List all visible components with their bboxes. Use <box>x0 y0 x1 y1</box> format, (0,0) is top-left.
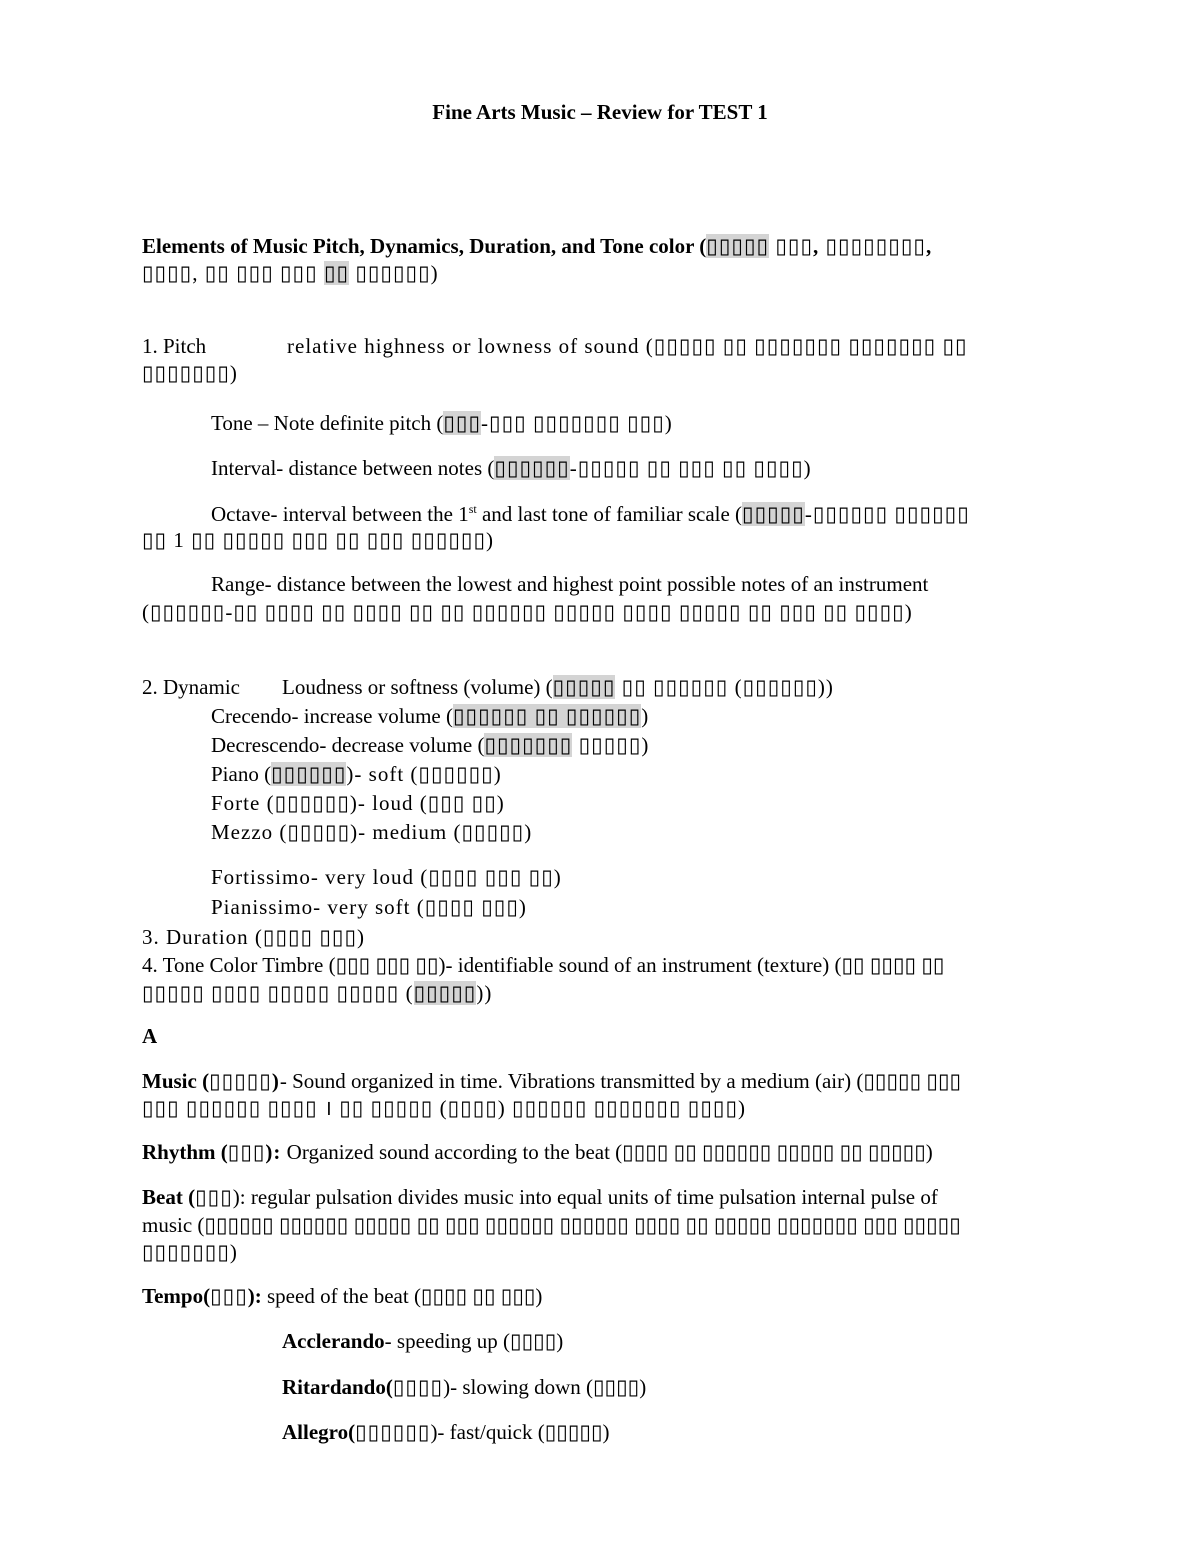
text: Loudness or softness (volume) ( <box>282 675 553 699</box>
octave-line2: ▯▯ 1 ▯▯ ▯▯▯▯▯ ▯▯▯ ▯▯ ▯▯▯ ▯▯▯▯▯▯) <box>142 528 495 552</box>
pitch-number: 1. Pitch <box>142 334 207 358</box>
octave-line <box>211 502 970 526</box>
text: -▯▯▯▯▯ ▯▯ ▯▯▯ ▯▯ ▯▯▯▯) <box>569 456 812 480</box>
highlight: ▯▯▯▯▯ <box>552 675 616 699</box>
dynamic-number: 2. Dynamic <box>142 675 240 699</box>
ritardando-term-2: ▯▯▯▯ <box>392 1375 444 1399</box>
tempo-colon: ): <box>247 1284 262 1308</box>
highlight: ▯▯▯▯▯ <box>706 234 770 258</box>
beat-definition <box>142 1185 938 1209</box>
acclerando-term: Acclerando <box>282 1329 385 1353</box>
acclerando-definition <box>282 1329 563 1353</box>
rhythm-definition <box>142 1140 933 1164</box>
text: ▯▯▯▯, ▯▯ ▯▯▯ ▯▯▯ <box>142 261 324 285</box>
tempo-definition <box>142 1284 542 1308</box>
range-line: Range- distance between the lowest and highest point possible notes of an instrument <box>211 572 929 596</box>
text: -▯▯▯▯▯▯ ▯▯▯▯▯▯ <box>804 502 970 526</box>
text: ▯▯▯▯▯▯) <box>349 261 439 285</box>
pitch-definition-line2: ▯▯▯▯▯▯▯) <box>142 361 238 385</box>
text: Piano ( <box>211 762 272 786</box>
text: - Sound organized in time. Vibrations transmitted by a medium (air) (▯▯▯▯▯ ▯▯▯ <box>279 1069 962 1093</box>
text: speed of the beat (▯▯▯▯ ▯▯ ▯▯▯) <box>261 1284 543 1308</box>
text: ▯▯ ▯▯▯▯▯▯ (▯▯▯▯▯▯)) <box>615 675 834 699</box>
music-term: Music ( <box>142 1069 210 1093</box>
page-title: Fine Arts Music – Review for TEST 1 <box>432 100 768 124</box>
text: )- slowing down (▯▯▯▯) <box>443 1375 647 1399</box>
text: ) <box>641 704 649 728</box>
highlight: ▯▯▯▯▯ <box>742 502 805 526</box>
highlight: ▯▯▯▯▯▯ ▯▯ ▯▯▯▯▯▯ <box>452 704 642 728</box>
rhythm-term-2: ▯▯▯): <box>227 1140 282 1164</box>
interval-line <box>211 456 812 480</box>
elements-heading-rest: ▯▯▯, ▯▯▯▯▯▯▯▯, <box>769 234 933 258</box>
beat-definition-line2: music (▯▯▯▯▯▯ ▯▯▯▯▯▯ ▯▯▯▯▯ ▯▯ ▯▯▯ ▯▯▯▯▯▯ ▯▯▯▯▯▯ ▯▯▯▯ ▯▯ ▯▯▯▯▯ ▯▯▯▯▯▯▯ ▯▯▯ ▯▯▯▯▯ <box>142 1213 961 1237</box>
text: Decrescendo- decrease volume ( <box>211 733 485 757</box>
range-line2: (▯▯▯▯▯▯-▯▯ ▯▯▯▯ ▯▯ ▯▯▯▯ ▯▯ ▯▯ ▯▯▯▯▯▯ ▯▯▯▯▯ ▯▯▯▯ ▯▯▯▯▯ ▯▯ ▯▯▯ ▯▯ ▯▯▯▯) <box>142 600 913 624</box>
allegro-definition <box>282 1420 610 1444</box>
rhythm-term: Rhythm ( <box>142 1140 228 1164</box>
text: ▯▯▯▯▯ ▯▯▯▯ ▯▯▯▯▯ ▯▯▯▯▯ ( <box>142 981 414 1005</box>
music-term-2: ▯▯▯▯▯) <box>209 1069 280 1093</box>
elements-heading <box>142 234 932 258</box>
elements-heading-line2 <box>142 261 439 285</box>
text: - speeding up (▯▯▯▯) <box>384 1329 564 1353</box>
section-a-heading: A <box>142 1024 158 1048</box>
piano-line <box>211 762 502 786</box>
decrescendo-line <box>211 733 649 757</box>
text: )- fast/quick (▯▯▯▯▯) <box>430 1420 610 1444</box>
text: and last tone of familiar scale ( <box>476 502 743 526</box>
pitch-definition: relative highness or lowness of sound (▯▯▯▯▯ ▯▯ ▯▯▯▯▯▯▯ ▯▯▯▯▯▯▯ ▯▯ <box>287 334 968 358</box>
timbre-line2 <box>142 981 492 1005</box>
beat-definition-line3: ▯▯▯▯▯▯▯) <box>142 1240 238 1264</box>
text: Crecendo- increase volume ( <box>211 704 453 728</box>
beat-term-2: ▯▯▯ <box>195 1185 233 1209</box>
highlight: ▯▯▯ <box>443 411 482 435</box>
superscript: st <box>468 502 477 516</box>
highlight: ▯▯▯▯▯ <box>413 981 477 1005</box>
text: )- soft (▯▯▯▯▯▯) <box>346 762 502 786</box>
highlight: ▯▯ <box>323 261 350 285</box>
tone-line <box>211 411 673 435</box>
text: )) <box>476 981 493 1005</box>
duration-line: 3. Duration (▯▯▯▯ ▯▯▯) <box>142 925 366 949</box>
pianissimo-line: Pianissimo- very soft (▯▯▯▯ ▯▯▯) <box>211 895 527 919</box>
music-definition-line2: ▯▯▯ ▯▯▯▯▯▯ ▯▯▯▯ । ▯▯ ▯▯▯▯▯ (▯▯▯▯) ▯▯▯▯▯▯ ▯▯▯▯▯▯▯ ▯▯▯▯) <box>142 1096 746 1120</box>
text: Tone – Note definite pitch ( <box>211 411 444 435</box>
timbre-line: 4. Tone Color Timbre (▯▯▯ ▯▯▯ ▯▯)- identifiable sound of an instrument (texture) (▯▯ ▯▯▯▯ ▯▯ <box>142 953 945 977</box>
allegro-term: Allegro( <box>282 1420 356 1444</box>
music-definition <box>142 1069 961 1093</box>
text: ▯▯▯▯▯) <box>572 733 650 757</box>
text: Organized sound according to the beat (▯▯▯▯ ▯▯ ▯▯▯▯▯▯ ▯▯▯▯▯ ▯▯ ▯▯▯▯▯) <box>281 1140 933 1164</box>
allegro-term-2: ▯▯▯▯▯▯ <box>355 1420 431 1444</box>
text: ): regular pulsation divides music into equal units of time pulsation internal pulse of <box>232 1185 938 1209</box>
fortissimo-line: Fortissimo- very loud (▯▯▯▯ ▯▯▯ ▯▯) <box>211 865 562 889</box>
highlight: ▯▯▯▯▯▯▯ <box>484 733 573 757</box>
dynamic-definition <box>282 675 834 699</box>
highlight: ▯▯▯▯▯▯ <box>494 456 570 480</box>
elements-heading-text: Elements of Music Pitch, Dynamics, Duration, and Tone color ( <box>142 234 707 258</box>
text: -▯▯▯ ▯▯▯▯▯▯▯ ▯▯▯) <box>481 411 673 435</box>
ritardando-term: Ritardando( <box>282 1375 393 1399</box>
text: Interval- distance between notes ( <box>211 456 495 480</box>
crescendo-line <box>211 704 648 728</box>
forte-line: Forte (▯▯▯▯▯▯)- loud (▯▯▯ ▯▯) <box>211 791 505 815</box>
tempo-term-2: ▯▯▯ <box>210 1284 248 1308</box>
beat-term: Beat ( <box>142 1185 196 1209</box>
highlight: ▯▯▯▯▯▯ <box>271 762 347 786</box>
text: Octave- interval between the 1 <box>211 502 469 526</box>
ritardando-definition <box>282 1375 646 1399</box>
mezzo-line: Mezzo (▯▯▯▯▯)- medium (▯▯▯▯▯) <box>211 820 533 844</box>
tempo-term: Tempo( <box>142 1284 211 1308</box>
